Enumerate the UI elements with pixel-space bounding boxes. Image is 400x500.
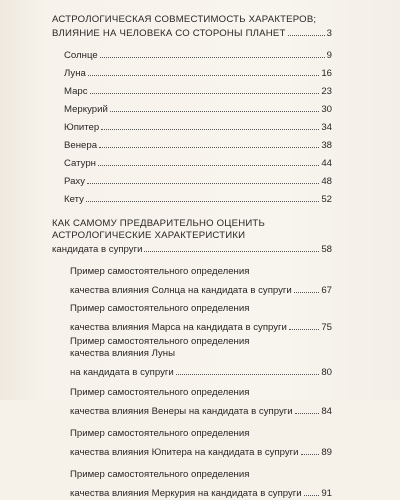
toc-entry-sun	[52, 50, 332, 62]
leader-dots	[304, 495, 320, 496]
toc-subentry-mars	[52, 303, 332, 334]
subentry-line-1: Пример самостоятельного определения	[70, 336, 250, 347]
toc-entry-mars	[52, 86, 332, 98]
toc-subentry-jupiter	[52, 428, 332, 459]
leader-dots	[295, 413, 320, 414]
entry-label: Луна	[64, 68, 86, 79]
page-number: 30	[321, 104, 332, 115]
section-1-title-line-2: ВЛИЯНИЕ НА ЧЕЛОВЕКА СО СТОРОНЫ ПЛАНЕТ	[52, 28, 286, 39]
toc-entry-mercury	[52, 104, 332, 116]
toc-entry-rahu	[52, 176, 332, 188]
page-number: 52	[321, 194, 332, 205]
entry-label: Юпитер	[64, 122, 100, 133]
subentry-row	[70, 322, 332, 334]
subentry-row	[70, 488, 332, 500]
section-2-title-line-1: КАК САМОМУ ПРЕДВАРИТЕЛЬНО ОЦЕНИТЬ	[52, 218, 265, 229]
page-number: 16	[321, 68, 332, 79]
leader-dots	[86, 201, 319, 202]
leader-dots	[88, 75, 319, 76]
section-2-title-line-2: АСТРОЛОГИЧЕСКИЕ ХАРАКТЕРИСТИКИ	[52, 230, 246, 241]
subentry-row	[70, 367, 332, 379]
toc-subentry-venus	[52, 387, 332, 418]
page-number: 23	[321, 86, 332, 97]
subentry-line-2: качества влияния Венеры на кандидата в супруги	[70, 406, 293, 417]
page-number: 9	[326, 50, 332, 61]
page-number: 91	[321, 488, 332, 499]
page-number: 84	[321, 406, 332, 417]
subentry-line-2: качества влияния Меркурия на кандидата в супруги	[70, 488, 302, 499]
table-of-contents	[52, 14, 332, 500]
subentry-line-1: Пример самостоятельного определения	[70, 428, 250, 439]
entry-label: Венера	[64, 140, 98, 151]
page-number: 3	[326, 28, 332, 39]
leader-dots	[98, 165, 319, 166]
leader-dots	[144, 251, 319, 252]
entry-label: Раху	[64, 176, 86, 187]
subentry-line-2: качества влияния Марса на кандидата в супруги	[70, 322, 287, 333]
section-1	[52, 14, 332, 206]
section-2-title-line-3: кандидата в супруги	[52, 244, 143, 255]
subentry-line-1: Пример самостоятельного определения	[70, 469, 250, 480]
toc-entry-jupiter	[52, 122, 332, 134]
toc-entry-ketu	[52, 194, 332, 206]
section-2-title-row	[52, 244, 332, 256]
page-number: 44	[321, 158, 332, 169]
page-number: 48	[321, 176, 332, 187]
subentry-line-1: Пример самостоятельного определения	[70, 387, 250, 398]
subentry-row	[70, 447, 332, 459]
entry-label: Меркурий	[64, 104, 108, 115]
page-number: 67	[321, 285, 332, 296]
page-number: 34	[321, 122, 332, 133]
page-number: 89	[321, 447, 332, 458]
entry-label: Сатурн	[64, 158, 96, 169]
subentry-row	[70, 285, 332, 297]
toc-subentry-moon	[52, 336, 332, 379]
leader-dots	[288, 35, 325, 36]
section-1-title-row	[52, 28, 332, 40]
page-number: 58	[321, 244, 332, 255]
leader-dots	[101, 129, 319, 130]
toc-subentry-mercury	[52, 469, 332, 500]
leader-dots	[294, 292, 320, 293]
subentry-line-2: качества влияния Юпитера на кандидата в супруги	[70, 447, 299, 458]
toc-entry-moon	[52, 68, 332, 80]
leader-dots	[301, 454, 320, 455]
page-number: 75	[321, 322, 332, 333]
section-2	[52, 218, 332, 500]
leader-dots	[176, 374, 320, 375]
page-number: 38	[321, 140, 332, 151]
entry-label: Марс	[64, 86, 88, 97]
toc-subentry-sun	[52, 266, 332, 297]
section-1-title-line-1: АСТРОЛОГИЧЕСКАЯ СОВМЕСТИМОСТЬ ХАРАКТЕРОВ;	[52, 14, 317, 25]
leader-dots	[90, 93, 320, 94]
toc-entry-venus	[52, 140, 332, 152]
leader-dots	[100, 57, 325, 58]
subentry-line-1: Пример самостоятельного определения	[70, 303, 250, 314]
page-number: 80	[321, 367, 332, 378]
toc-entry-saturn	[52, 158, 332, 170]
entry-label: Кету	[64, 194, 84, 205]
leader-dots	[289, 329, 319, 330]
subentry-line-1: Пример самостоятельного определения	[70, 266, 250, 277]
entry-label: Солнце	[64, 50, 98, 61]
leader-dots	[99, 147, 319, 148]
leader-dots	[87, 183, 319, 184]
subentry-row	[70, 406, 332, 418]
subentry-line-1b: качества влияния Луны	[70, 348, 175, 359]
subentry-line-2: качества влияния Солнца на кандидата в супруги	[70, 285, 292, 296]
leader-dots	[110, 111, 320, 112]
subentry-line-2: на кандидата в супруги	[70, 367, 174, 378]
